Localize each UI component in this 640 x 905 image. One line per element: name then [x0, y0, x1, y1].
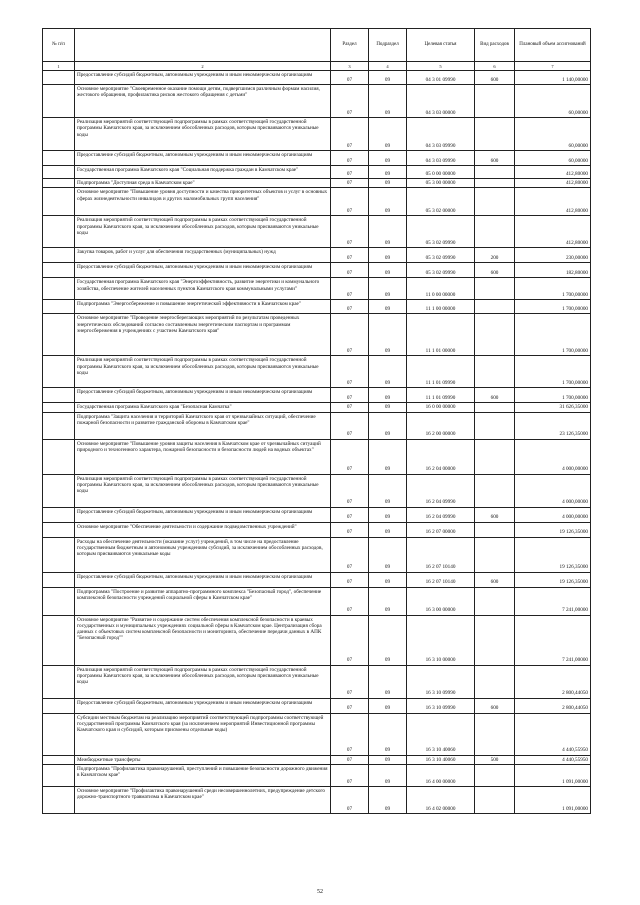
row-number-cell — [43, 118, 75, 151]
row-vr-cell — [475, 786, 515, 813]
row-csr-cell: 16 3 10 40060 — [407, 755, 475, 764]
table-row — [43, 85, 591, 118]
row-sum-cell: 60,00000 — [515, 151, 591, 166]
row-vr-cell — [475, 85, 515, 118]
row-razdel-cell: 07 — [331, 755, 369, 764]
row-vr-cell — [475, 439, 515, 474]
row-name-cell: Закупка товаров, работ и услуг для обеспечения государственных (муниципальных) нужд — [75, 248, 331, 263]
row-sum-cell: 1 700,00000 — [515, 300, 591, 314]
row-vr-cell — [475, 713, 515, 755]
row-csr-cell: 04 3 03 09990 — [407, 118, 475, 151]
table-row — [43, 764, 591, 786]
row-razdel-cell: 07 — [331, 263, 369, 278]
row-csr-cell: 16 3 10 09990 — [407, 665, 475, 698]
row-vr-cell: 600 — [475, 507, 515, 522]
row-csr-cell: 16 2 04 00000 — [407, 439, 475, 474]
row-name-cell: Реализация мероприятий соответствующей подпрограммы в рамках соответствующей государственной программы Камчатского края, за исключением обособленных расходов, которым присваиваются уникальные коды — [75, 118, 331, 151]
row-name-cell: Подпрограмма "Энергосбережение и повышение энергетической эффективности в Камчатском крае" — [75, 300, 331, 314]
row-number-cell — [43, 412, 75, 439]
row-name-cell: Предоставление субсидий бюджетным, автономным учреждениям и иным некоммерческим организациям — [75, 507, 331, 522]
table-row — [43, 71, 591, 85]
row-podrazdel-cell: 09 — [369, 713, 407, 755]
row-name-cell: Предоставление субсидий бюджетным, автономным учреждениям и иным некоммерческим организациям — [75, 71, 331, 85]
table-row — [43, 439, 591, 474]
row-vr-cell — [475, 764, 515, 786]
row-number-cell — [43, 403, 75, 412]
table-row — [43, 587, 591, 615]
row-name-cell: Основное мероприятие "Профилактика правонарушений среди несовершеннолетних, предупреждение детского дорожно-транспортного травматизма в Камчатском крае" — [75, 786, 331, 813]
row-name-cell: Реализация мероприятий соответствующей подпрограммы в рамках соответствующей государственной программы Камчатского края, за исключением обособленных расходов, которым присваиваются уникальные коды — [75, 665, 331, 698]
row-csr-cell: 05 0 00 00000 — [407, 166, 475, 179]
row-sum-cell: 1 091,00000 — [515, 786, 591, 813]
header-sum: Плановый объем ассигнований — [515, 29, 591, 62]
row-number-cell — [43, 764, 75, 786]
row-sum-cell: 1 700,00000 — [515, 356, 591, 388]
row-razdel-cell: 07 — [331, 587, 369, 615]
row-podrazdel-cell: 09 — [369, 71, 407, 85]
row-number-cell — [43, 786, 75, 813]
column-index: 6 — [475, 62, 515, 71]
row-sum-cell: 4 000,00000 — [515, 474, 591, 507]
row-razdel-cell: 07 — [331, 151, 369, 166]
row-csr-cell: 16 4 00 00000 — [407, 764, 475, 786]
row-sum-cell: 7 241,00000 — [515, 615, 591, 665]
row-podrazdel-cell: 09 — [369, 388, 407, 403]
row-razdel-cell: 07 — [331, 786, 369, 813]
row-razdel-cell: 07 — [331, 248, 369, 263]
row-vr-cell: 600 — [475, 71, 515, 85]
row-razdel-cell: 07 — [331, 572, 369, 587]
table-row — [43, 188, 591, 216]
row-sum-cell: 19 126,35000 — [515, 572, 591, 587]
row-sum-cell: 19 126,35000 — [515, 522, 591, 537]
row-csr-cell: 16 3 10 09990 — [407, 698, 475, 713]
table-row — [43, 403, 591, 412]
row-sum-cell: 60,00000 — [515, 85, 591, 118]
row-podrazdel-cell: 09 — [369, 572, 407, 587]
row-sum-cell: 1 140,00000 — [515, 71, 591, 85]
table-row — [43, 522, 591, 537]
row-vr-cell — [475, 356, 515, 388]
row-sum-cell: 2 800,44050 — [515, 665, 591, 698]
row-sum-cell: 182,80000 — [515, 263, 591, 278]
header-csr: Целевая статья — [407, 29, 475, 62]
row-csr-cell: 11 1 01 00000 — [407, 314, 475, 356]
row-name-cell: Предоставление субсидий бюджетным, автономным учреждениям и иным некоммерческим организациям — [75, 698, 331, 713]
row-sum-cell: 412,80000 — [515, 179, 591, 188]
row-vr-cell — [475, 314, 515, 356]
row-name-cell: Основное мероприятие "Своевременное оказание помощи детям, подвергшимся различным формам насилия, жестокого обращения, профилактика рисков жестокого обращения с детьми" — [75, 85, 331, 118]
row-name-cell: Расходы на обеспечение деятельности (оказание услуг) учреждений, в том числе на предоставление государственным бюджетным и автономным учреждениям субсидий, за исключением обособленных расходов, которым присваиваются уникальные коды — [75, 537, 331, 572]
header-podrazdel: Подраздел — [369, 29, 407, 62]
row-csr-cell: 04 3 01 09990 — [407, 71, 475, 85]
row-csr-cell: 16 4 02 00000 — [407, 786, 475, 813]
column-index: 1 — [43, 62, 75, 71]
table-row — [43, 300, 591, 314]
row-podrazdel-cell: 09 — [369, 786, 407, 813]
table-row — [43, 412, 591, 439]
row-sum-cell: 230,00000 — [515, 248, 591, 263]
row-razdel-cell: 07 — [331, 71, 369, 85]
row-razdel-cell: 07 — [331, 474, 369, 507]
row-number-cell — [43, 356, 75, 388]
row-vr-cell — [475, 118, 515, 151]
row-name-cell: Предоставление субсидий бюджетным, автономным учреждениям и иным некоммерческим организациям — [75, 263, 331, 278]
row-vr-cell: 600 — [475, 572, 515, 587]
row-name-cell: Основное мероприятие "Развитие и содержание систем обеспечения комплексной безопасности в краевых государственных и муниципальных учреждениях социальной сферы в Камчатском крае. Централизация сбора данных с объектовых систем комплексной безопасности и мониторинга, обеспечение передачи данных в АПК "Безопасный город"" — [75, 615, 331, 665]
row-razdel-cell: 07 — [331, 403, 369, 412]
header-name — [75, 29, 331, 62]
row-vr-cell — [475, 166, 515, 179]
row-number-cell — [43, 179, 75, 188]
row-sum-cell: 2 800,44050 — [515, 698, 591, 713]
row-number-cell — [43, 698, 75, 713]
row-csr-cell: 04 3 03 00000 — [407, 85, 475, 118]
row-podrazdel-cell: 09 — [369, 439, 407, 474]
table-row — [43, 216, 591, 248]
row-razdel-cell: 07 — [331, 118, 369, 151]
row-sum-cell: 1 700,00000 — [515, 278, 591, 300]
table-row — [43, 615, 591, 665]
column-index: 5 — [407, 62, 475, 71]
page-number: 52 — [317, 889, 323, 895]
row-vr-cell — [475, 412, 515, 439]
row-number-cell — [43, 278, 75, 300]
row-razdel-cell: 07 — [331, 188, 369, 216]
row-podrazdel-cell: 09 — [369, 507, 407, 522]
row-podrazdel-cell: 09 — [369, 248, 407, 263]
row-razdel-cell: 07 — [331, 85, 369, 118]
row-razdel-cell: 07 — [331, 300, 369, 314]
row-sum-cell: 4 000,00000 — [515, 439, 591, 474]
row-podrazdel-cell: 09 — [369, 755, 407, 764]
row-csr-cell: 16 2 07 10140 — [407, 572, 475, 587]
row-csr-cell: 04 3 03 09990 — [407, 151, 475, 166]
row-razdel-cell: 07 — [331, 764, 369, 786]
row-razdel-cell: 07 — [331, 388, 369, 403]
row-name-cell: Предоставление субсидий бюджетным, автономным учреждениям и иным некоммерческим организациям — [75, 572, 331, 587]
row-name-cell: Основное мероприятие "Повышение уровня защиты населения в Камчатском крае от чрезвычайных ситуаций природного и техногенного характера, пожарной безопасности и безопасности людей на водных объектах" — [75, 439, 331, 474]
table-row — [43, 388, 591, 403]
row-vr-cell — [475, 537, 515, 572]
row-name-cell: Реализация мероприятий соответствующей подпрограммы в рамках соответствующей государственной программы Камчатского края, за исключением обособленных расходов, которым присваиваются уникальные коды — [75, 474, 331, 507]
column-index-row — [43, 62, 591, 71]
row-number-cell — [43, 166, 75, 179]
row-vr-cell — [475, 474, 515, 507]
row-podrazdel-cell: 09 — [369, 314, 407, 356]
table-row — [43, 713, 591, 755]
table-header-row — [43, 29, 591, 62]
row-vr-cell — [475, 615, 515, 665]
row-number-cell — [43, 314, 75, 356]
row-sum-cell: 31 626,35000 — [515, 403, 591, 412]
table-row — [43, 118, 591, 151]
row-vr-cell — [475, 522, 515, 537]
row-csr-cell: 16 2 04 09990 — [407, 474, 475, 507]
row-razdel-cell: 07 — [331, 216, 369, 248]
row-name-cell: Подпрограмма "Доступная среда в Камчатском крае" — [75, 179, 331, 188]
row-sum-cell: 412,80000 — [515, 166, 591, 179]
row-name-cell: Государственная программа Камчатского края "Социальная поддержка граждан в Камчатском крае" — [75, 166, 331, 179]
row-name-cell: Предоставление субсидий бюджетным, автономным учреждениям и иным некоммерческим организациям — [75, 151, 331, 166]
row-podrazdel-cell: 09 — [369, 764, 407, 786]
row-csr-cell: 16 3 10 40060 — [407, 713, 475, 755]
row-number-cell — [43, 665, 75, 698]
row-number-cell — [43, 188, 75, 216]
row-sum-cell: 60,00000 — [515, 118, 591, 151]
column-index: 7 — [515, 62, 591, 71]
row-podrazdel-cell: 09 — [369, 474, 407, 507]
row-name-cell: Субсидии местным бюджетам на реализацию мероприятий соответствующей подпрограммы соответствующей государственной программы Камчатского края (за исключением мероприятий Инвестиционной программы Камчатского края и субсидий, которым присвоены отдельные коды) — [75, 713, 331, 755]
row-podrazdel-cell: 09 — [369, 300, 407, 314]
row-sum-cell: 7 241,00000 — [515, 587, 591, 615]
row-razdel-cell: 07 — [331, 356, 369, 388]
row-podrazdel-cell: 09 — [369, 151, 407, 166]
row-vr-cell — [475, 300, 515, 314]
row-podrazdel-cell: 09 — [369, 85, 407, 118]
row-vr-cell — [475, 403, 515, 412]
row-number-cell — [43, 755, 75, 764]
row-number-cell — [43, 216, 75, 248]
row-csr-cell: 16 2 00 00000 — [407, 412, 475, 439]
header-num: № п/п — [43, 29, 75, 62]
row-number-cell — [43, 263, 75, 278]
row-csr-cell: 16 2 04 09990 — [407, 507, 475, 522]
row-number-cell — [43, 151, 75, 166]
table-row — [43, 572, 591, 587]
table-row — [43, 786, 591, 813]
row-vr-cell: 600 — [475, 388, 515, 403]
row-razdel-cell: 07 — [331, 698, 369, 713]
table-row — [43, 665, 591, 698]
row-podrazdel-cell: 09 — [369, 587, 407, 615]
row-csr-cell: 11 1 00 00000 — [407, 300, 475, 314]
row-podrazdel-cell: 09 — [369, 356, 407, 388]
row-number-cell — [43, 522, 75, 537]
row-sum-cell: 1 091,00000 — [515, 764, 591, 786]
row-name-cell: Основное мероприятие "Обеспечение деятельности и содержание подведомственных учреждений" — [75, 522, 331, 537]
row-name-cell: Подпрограмма "Профилактика правонарушений, преступлений и повышение безопасности дорожного движения в Камчатском крае" — [75, 764, 331, 786]
row-name-cell: Основное мероприятие "Повышение уровня доступности и качества приоритетных объектов и услуг в основных сферах жизнедеятельности инвалидов и других маломобильных групп населения" — [75, 188, 331, 216]
row-podrazdel-cell: 09 — [369, 179, 407, 188]
header-razdel: Раздел — [331, 29, 369, 62]
row-razdel-cell: 07 — [331, 412, 369, 439]
table-row — [43, 356, 591, 388]
row-razdel-cell: 07 — [331, 314, 369, 356]
row-razdel-cell: 07 — [331, 278, 369, 300]
row-podrazdel-cell: 09 — [369, 403, 407, 412]
row-razdel-cell: 07 — [331, 713, 369, 755]
row-podrazdel-cell: 09 — [369, 278, 407, 300]
row-csr-cell: 16 2 07 10140 — [407, 537, 475, 572]
row-number-cell — [43, 388, 75, 403]
table-row — [43, 507, 591, 522]
table-row — [43, 314, 591, 356]
row-podrazdel-cell: 09 — [369, 166, 407, 179]
row-sum-cell: 4 440,55950 — [515, 755, 591, 764]
row-vr-cell: 600 — [475, 698, 515, 713]
table-row — [43, 698, 591, 713]
table-row — [43, 179, 591, 188]
row-razdel-cell: 07 — [331, 439, 369, 474]
row-number-cell — [43, 537, 75, 572]
row-number-cell — [43, 300, 75, 314]
row-number-cell — [43, 439, 75, 474]
row-number-cell — [43, 572, 75, 587]
row-podrazdel-cell: 09 — [369, 263, 407, 278]
row-sum-cell: 23 126,35000 — [515, 412, 591, 439]
row-csr-cell: 11 1 01 09990 — [407, 388, 475, 403]
row-csr-cell: 05 3 00 00000 — [407, 179, 475, 188]
row-sum-cell: 1 700,00000 — [515, 314, 591, 356]
row-csr-cell: 16 3 10 00000 — [407, 615, 475, 665]
row-razdel-cell: 07 — [331, 537, 369, 572]
row-vr-cell: 600 — [475, 151, 515, 166]
row-vr-cell — [475, 179, 515, 188]
row-vr-cell — [475, 278, 515, 300]
budget-table — [42, 28, 591, 814]
row-number-cell — [43, 85, 75, 118]
row-podrazdel-cell: 09 — [369, 118, 407, 151]
row-number-cell — [43, 507, 75, 522]
table-row — [43, 537, 591, 572]
table-row — [43, 278, 591, 300]
row-podrazdel-cell: 09 — [369, 216, 407, 248]
row-sum-cell: 412,80000 — [515, 216, 591, 248]
row-name-cell: Реализация мероприятий соответствующей подпрограммы в рамках соответствующей государственной программы Камчатского края, за исключением обособленных расходов, которым присваиваются уникальные коды — [75, 356, 331, 388]
row-podrazdel-cell: 09 — [369, 665, 407, 698]
table-body — [43, 71, 591, 814]
row-sum-cell: 412,80000 — [515, 188, 591, 216]
row-podrazdel-cell: 09 — [369, 537, 407, 572]
row-number-cell — [43, 71, 75, 85]
row-sum-cell: 4 440,55950 — [515, 713, 591, 755]
row-csr-cell: 05 3 02 09990 — [407, 248, 475, 263]
row-name-cell: Реализация мероприятий соответствующей подпрограммы в рамках соответствующей государственной программы Камчатского края, за исключением обособленных расходов, которым присваиваются уникальные коды — [75, 216, 331, 248]
row-razdel-cell: 07 — [331, 179, 369, 188]
row-number-cell — [43, 713, 75, 755]
row-name-cell: Государственная программа Камчатского края "Энергоэффективность, развитие энергетики и коммунального хозяйства, обеспечение жителей населенных пунктов Камчатского края коммунальными услугами" — [75, 278, 331, 300]
row-name-cell: Государственная программа Камчатского края "Безопасная Камчатка" — [75, 403, 331, 412]
row-podrazdel-cell: 09 — [369, 412, 407, 439]
row-name-cell: Подпрограмма "Построение и развитие аппаратно-программного комплекса "Безопасный город", обеспечение комплексной безопасности учреждений социальной сферы в Камчатском крае" — [75, 587, 331, 615]
row-csr-cell: 11 0 00 00000 — [407, 278, 475, 300]
row-razdel-cell: 07 — [331, 166, 369, 179]
row-csr-cell: 16 3 00 00000 — [407, 587, 475, 615]
row-csr-cell: 05 3 02 00000 — [407, 188, 475, 216]
row-razdel-cell: 07 — [331, 507, 369, 522]
row-csr-cell: 16 0 00 00000 — [407, 403, 475, 412]
column-index: 4 — [369, 62, 407, 71]
row-csr-cell: 05 3 02 09990 — [407, 216, 475, 248]
row-csr-cell: 05 3 02 09990 — [407, 263, 475, 278]
row-number-cell — [43, 248, 75, 263]
row-razdel-cell: 07 — [331, 665, 369, 698]
row-vr-cell — [475, 665, 515, 698]
row-vr-cell: 200 — [475, 248, 515, 263]
row-csr-cell: 16 2 07 00000 — [407, 522, 475, 537]
table-row — [43, 755, 591, 764]
row-podrazdel-cell: 09 — [369, 615, 407, 665]
row-csr-cell: 11 1 01 09990 — [407, 356, 475, 388]
row-razdel-cell: 07 — [331, 615, 369, 665]
column-index: 2 — [75, 62, 331, 71]
row-vr-cell — [475, 587, 515, 615]
row-number-cell — [43, 587, 75, 615]
row-name-cell: Основное мероприятие "Проведение энергосберегающих мероприятий по результатам проведенных энергетических обследований согласно составленным энергетическим паспортам и программам энергосбережения в учреждениях с участием Камчатского края" — [75, 314, 331, 356]
row-vr-cell: 500 — [475, 755, 515, 764]
row-podrazdel-cell: 09 — [369, 698, 407, 713]
row-podrazdel-cell: 09 — [369, 522, 407, 537]
row-vr-cell — [475, 188, 515, 216]
row-sum-cell: 1 700,00000 — [515, 388, 591, 403]
row-podrazdel-cell: 09 — [369, 188, 407, 216]
row-vr-cell — [475, 216, 515, 248]
row-razdel-cell: 07 — [331, 522, 369, 537]
table-row — [43, 474, 591, 507]
row-vr-cell: 600 — [475, 263, 515, 278]
row-number-cell — [43, 474, 75, 507]
row-sum-cell: 19 126,35000 — [515, 537, 591, 572]
column-index: 3 — [331, 62, 369, 71]
table-row — [43, 263, 591, 278]
header-vr: Вид расходов — [475, 29, 515, 62]
table-row — [43, 151, 591, 166]
row-name-cell: Предоставление субсидий бюджетным, автономным учреждениям и иным некоммерческим организациям — [75, 388, 331, 403]
row-number-cell — [43, 615, 75, 665]
row-sum-cell: 4 000,00000 — [515, 507, 591, 522]
table-row — [43, 248, 591, 263]
row-name-cell: Подпрограмма "Защита населения и территорий Камчатского края от чрезвычайных ситуаций, обеспечение пожарной безопасности и развитие гражданской обороны в Камчатском крае" — [75, 412, 331, 439]
document-page — [42, 28, 590, 814]
row-name-cell: Межбюджетные трансферты — [75, 755, 331, 764]
table-row — [43, 166, 591, 179]
